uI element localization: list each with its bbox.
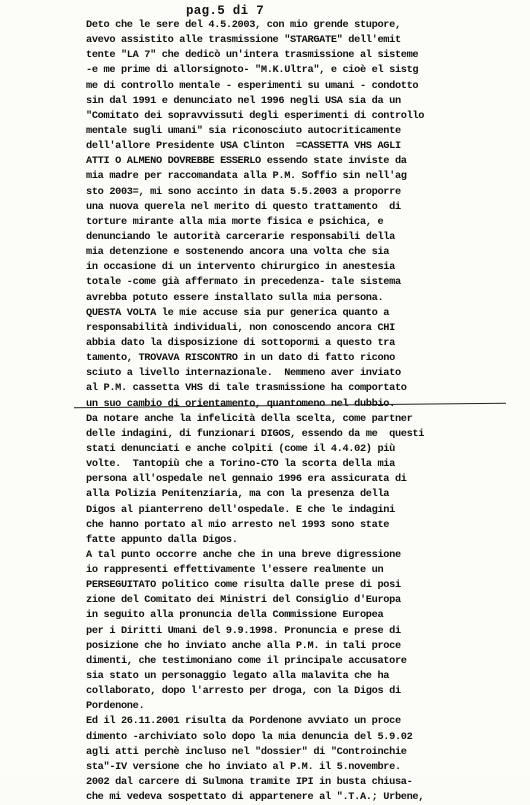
text-line: posizione che ho inviato anche alla P.M. in tali proce — [86, 639, 401, 652]
text-line: "Comitato dei sopravvissuti degli esperimenti di controllo — [86, 109, 425, 122]
text-line: mentale sugli umani" sia riconosciuto autocriticamente — [86, 124, 401, 137]
text-line: 2002 dal carcere di Sulmona tramite IPI in busta chiusa- — [86, 776, 413, 789]
text-line: ATTI O ALMENO DOVREBBE ESSERLO essendo state inviste da — [86, 155, 407, 168]
text-line: stati denunciati e anche colpiti (come il 4.4.02) più — [86, 442, 395, 455]
text-line: me di controllo mentale - esperimenti su umani - condotto — [86, 79, 419, 92]
text-line: denunciando le autorità carcerarie responsabili della — [86, 230, 395, 243]
text-line: tente "LA 7" che dedicò un'intera trasmissione al sisteme — [86, 49, 419, 62]
text-line: sin dal 1991 e denunciato nel 1996 negli USA sia da un — [86, 94, 401, 107]
text-line: Digos al pianterreno dell'ospedale. E che le indagini — [86, 503, 395, 516]
text-line: avevo assistito alle trasmissione "STARGATE" dell'emit — [86, 34, 401, 47]
text-line: persona all'ospedale nel gennaio 1996 era assicurata di — [86, 473, 407, 486]
text-line: Da notare anche la infelicità della scelta, come partner — [86, 412, 413, 425]
text-line: volte. Tantopiù che a Torino-CTO la scorta della mia — [86, 458, 395, 471]
text-line: collaborato, dopo l'arresto per droga, con la Digos di — [86, 685, 401, 698]
struck-through-line: un suo cambio di orientamento, quantomeno nel dubbio. — [86, 397, 526, 412]
text-line: mia madre per raccomandata alla P.M. Soffio sin nell'ag — [86, 170, 407, 183]
text-line: che mi vedeva sospettato di appartenere al ".T.A.; Urbene, — [86, 791, 425, 804]
text-line: PERSEGUITATO politico come risulta dalle prese di posi — [86, 579, 401, 592]
text-line: dimento -archiviato solo dopo la mia denuncia del 5.9.02 — [86, 730, 413, 743]
text-line: alla Polizia Penitenziaria, ma con la presenza della — [86, 488, 390, 501]
text-line: dell'allore Presidente USA Clinton =CASSETTA VHS AGLI — [86, 140, 401, 153]
text-line: sta"-IV versione che ho inviato al P.M. il 5.novembre. — [86, 760, 401, 773]
text-line: avrebba potuto essere installato sulla mia persona. — [86, 291, 384, 304]
text-line: -e me prime di allorsignoto- "M.K.Ultra", e cioè el sistg — [86, 64, 419, 77]
text-line: sto 2003=, mi sono accinto in data 5.5.2003 a proporre — [86, 185, 401, 198]
page-number: pag.5 di 7 — [186, 4, 265, 18]
text-line: per i Diritti Umani del 9.9.1998. Pronuncia e prese di — [86, 624, 401, 637]
text-line: QUESTA VOLTA le mie accuse sia pur generica quanto a — [86, 306, 390, 319]
text-line: Pordenone. — [86, 700, 145, 713]
text-line: A tal punto occorre anche che in una breve digressione — [86, 548, 401, 561]
text-line: Ed il 26.11.2001 risulta da Pordenone avviato un proce — [86, 715, 401, 728]
text-line: Deto che le sere del 4.5.2003, con mio grende stupore, — [86, 19, 401, 31]
text-line: sia stato un personaggio legato alla malavita che ha — [86, 670, 390, 683]
text-line: dimenti, che testimoniano come il principale accusatore — [86, 654, 407, 667]
text-line: tamento, TROVAVA RISCONTRO in un dato di fatto ricono — [86, 352, 395, 365]
text-line: io rappresenti effettivamente l'essere realmente un — [86, 564, 384, 577]
text-line: agli atti perchè incluso nel "dossier" di "Controinchie — [86, 745, 407, 758]
text-line: torture mirante alla mia morte fisica e psichica, e — [86, 215, 384, 228]
text-line: una nuova querela nel merito di questo trattamento di — [86, 200, 401, 213]
text-line: responsabilità individuali, non conoscendo ancora CHI — [86, 321, 395, 334]
text-line: totale -come già affermato in precedenza- tale sistema — [86, 276, 401, 289]
text-line: abbia dato la disposizione di sottopormi a questo tra — [86, 336, 395, 349]
typed-body — [86, 18, 526, 805]
text-line: che hanno portato al mio arresto nel 1993 sono state — [86, 518, 390, 531]
text-line: in seguito alla pronuncia della Commissione Europea — [86, 609, 384, 622]
text-line: delle indagini, di funzionari DIGOS, essendo da me questi — [86, 427, 425, 440]
text-line: al P.M. cassetta VHS di tale trasmissione ha comportato — [86, 382, 407, 395]
text-line: in occasione di un intervento chirurgico in anestesia — [86, 261, 395, 274]
text-line: fatte appunto dalla Digos. — [86, 533, 238, 546]
text-line: zione del Comitato dei Ministri del Consiglio d'Europa — [86, 594, 401, 607]
text-line: sciuto a livello internazionale. Nemmeno aver inviato — [86, 367, 401, 380]
text-line: mia detenzione e sostenendo ancora una volta che sia — [86, 246, 390, 259]
